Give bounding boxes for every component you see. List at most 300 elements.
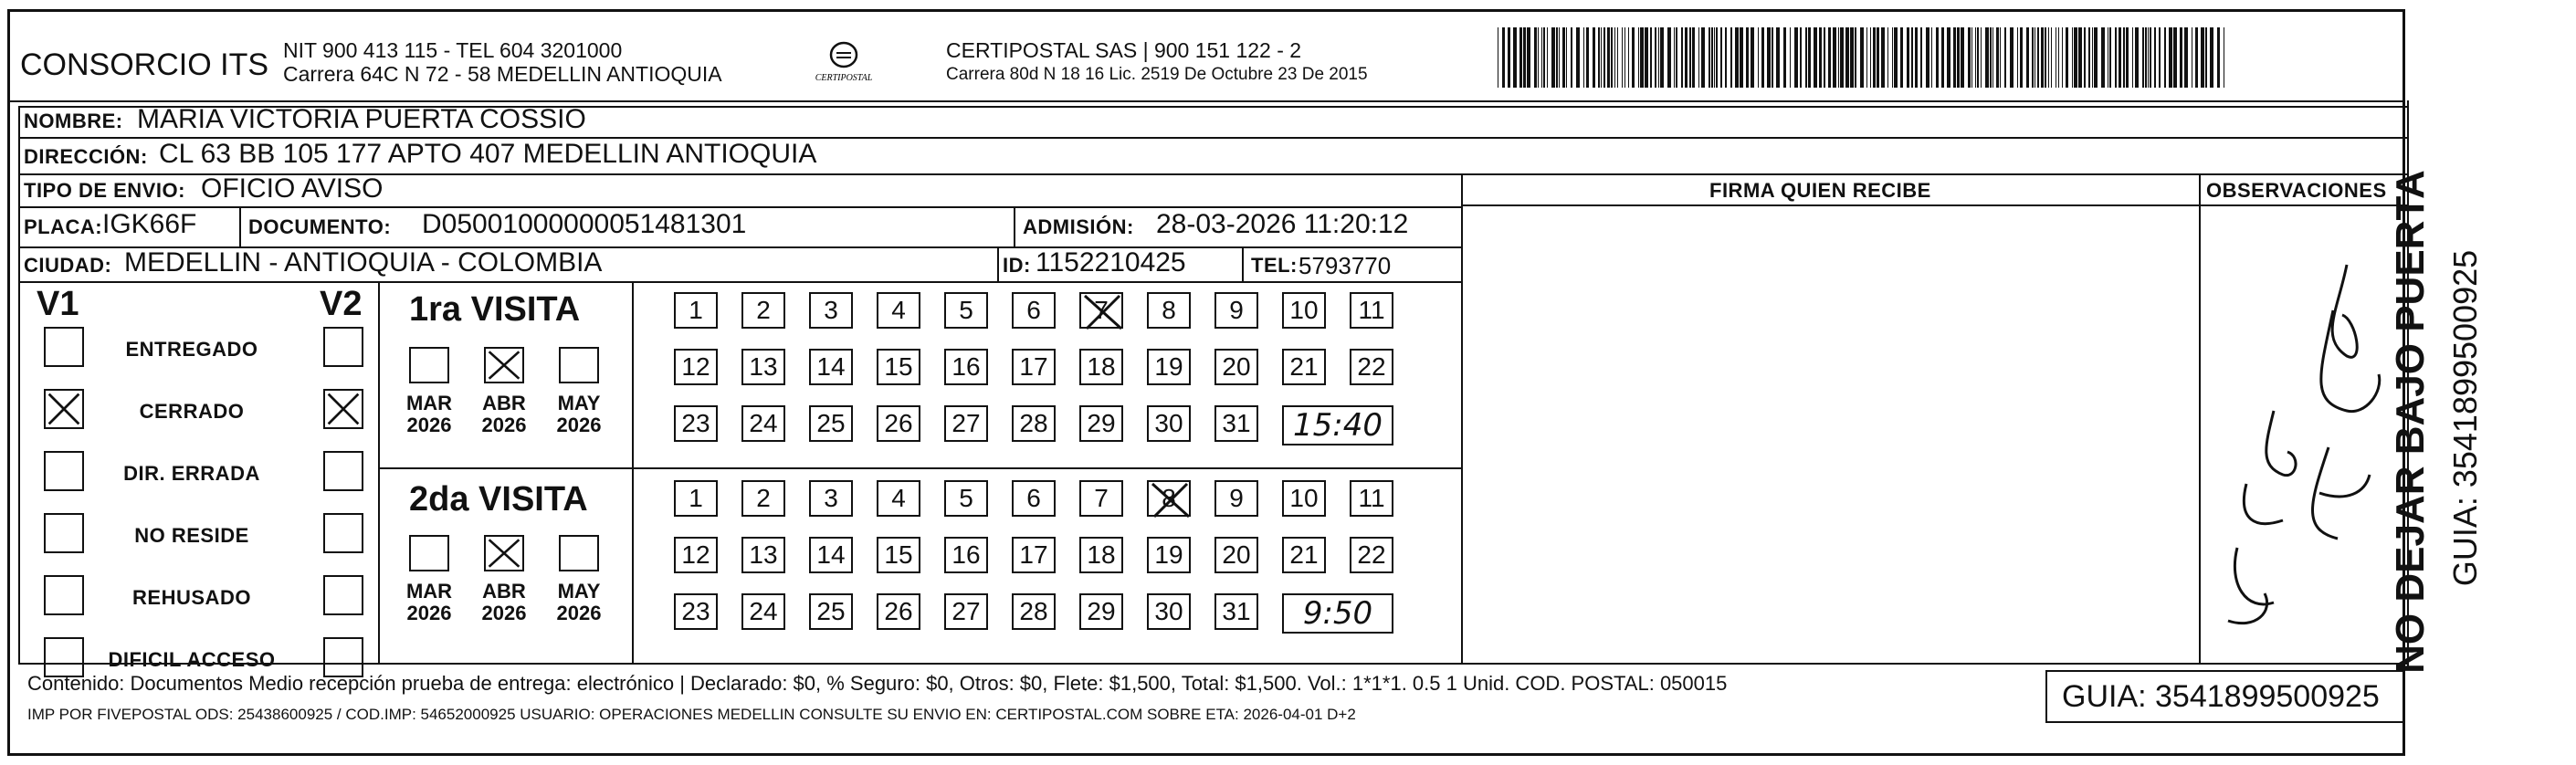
day-box[interactable] bbox=[1214, 405, 1258, 442]
day-box[interactable] bbox=[877, 480, 920, 517]
barcode-bar bbox=[1716, 27, 1718, 88]
day-box[interactable] bbox=[1012, 405, 1056, 442]
month-name: MAY bbox=[557, 392, 601, 414]
barcode-bar bbox=[1746, 27, 1749, 88]
day-box[interactable] bbox=[1214, 593, 1258, 630]
v2-checkbox[interactable] bbox=[323, 451, 363, 491]
barcode-bar bbox=[1725, 27, 1727, 88]
day-number: 16 bbox=[952, 540, 981, 569]
month-year: 2026 bbox=[406, 414, 452, 437]
barcode-bar bbox=[2088, 27, 2090, 88]
barcode-bar bbox=[2173, 27, 2177, 88]
barcode-bar bbox=[1571, 27, 1572, 88]
day-box[interactable] bbox=[674, 292, 718, 329]
barcode-bar bbox=[1992, 27, 1993, 88]
day-number: 13 bbox=[749, 540, 778, 569]
day-box[interactable] bbox=[809, 349, 853, 385]
barcode-bar bbox=[1814, 27, 1817, 88]
nombre-label: NOMBRE: bbox=[24, 110, 123, 132]
barcode-bar bbox=[1556, 27, 1558, 88]
v2-checkbox[interactable] bbox=[323, 575, 363, 615]
divider bbox=[18, 206, 1461, 208]
tel-label: TEL: bbox=[1251, 254, 1298, 277]
day-number: 30 bbox=[1154, 409, 1183, 437]
divider bbox=[7, 100, 2405, 102]
v1-checkbox[interactable] bbox=[44, 389, 84, 429]
month-year: 2026 bbox=[556, 414, 602, 437]
barcode-bar bbox=[2126, 27, 2129, 88]
day-box[interactable] bbox=[877, 349, 920, 385]
day-mark-x bbox=[1079, 292, 1127, 332]
barcode-bar bbox=[1740, 27, 1743, 88]
day-number: 18 bbox=[1087, 540, 1116, 569]
day-box[interactable] bbox=[944, 349, 988, 385]
day-box[interactable] bbox=[1350, 480, 1393, 517]
barcode-bar bbox=[1990, 27, 1992, 88]
imp-line: IMP POR FIVEPOSTAL ODS: 25438600925 / COD.IMP: 54652000925 USUARIO: OPERACIONES MEDELLIN CONSULTE SU ENVIO EN: CERTIPOSTAL.COM SOBRE ETA: 2026-04-01 D+2 bbox=[27, 706, 1356, 723]
day-box[interactable] bbox=[741, 349, 785, 385]
placa-value: IGK66F bbox=[102, 209, 197, 239]
barcode-bar bbox=[1855, 27, 1856, 88]
v1-checkbox[interactable] bbox=[44, 327, 84, 367]
day-number: 7 bbox=[1094, 296, 1109, 324]
day-box[interactable] bbox=[741, 593, 785, 630]
barcode-bar bbox=[2045, 27, 2046, 88]
barcode-bar bbox=[2210, 27, 2213, 88]
barcode-bar bbox=[1776, 27, 1780, 88]
day-number: 14 bbox=[816, 352, 846, 381]
day-box[interactable] bbox=[1079, 480, 1123, 517]
day-number: 1 bbox=[689, 296, 703, 324]
day-number: 21 bbox=[1289, 540, 1319, 569]
day-box[interactable] bbox=[809, 537, 853, 573]
day-number: 3 bbox=[824, 484, 838, 512]
placa-label: PLACA: bbox=[24, 215, 103, 238]
day-number: 12 bbox=[681, 540, 710, 569]
visit-time: 9:50 bbox=[1282, 593, 1393, 634]
barcode-bar bbox=[2084, 27, 2086, 88]
divider bbox=[18, 281, 1461, 283]
day-number: 16 bbox=[952, 352, 981, 381]
divider bbox=[1014, 206, 1015, 246]
month-checkbox[interactable] bbox=[484, 535, 524, 571]
barcode-bar bbox=[1523, 27, 1526, 88]
barcode-bar bbox=[2004, 27, 2006, 88]
barcode-bar bbox=[1947, 27, 1950, 88]
day-box[interactable] bbox=[1214, 292, 1258, 329]
month-label bbox=[397, 393, 461, 436]
day-box[interactable] bbox=[1350, 292, 1393, 329]
barcode-bar bbox=[1527, 27, 1530, 88]
barcode-bar bbox=[1870, 27, 1871, 88]
month-year: 2026 bbox=[481, 414, 527, 437]
barcode-bar bbox=[2092, 27, 2093, 88]
month-label bbox=[472, 581, 536, 624]
day-box[interactable] bbox=[1012, 593, 1056, 630]
day-number: 10 bbox=[1289, 484, 1319, 512]
barcode-bar bbox=[1513, 27, 1517, 88]
guia-box-text: GUIA: 3541899500925 bbox=[2062, 679, 2380, 714]
barcode-bar bbox=[1877, 27, 1879, 88]
day-box[interactable] bbox=[1147, 292, 1191, 329]
day-box[interactable] bbox=[1282, 292, 1326, 329]
barcode-bar bbox=[1650, 27, 1652, 88]
v1-label: V1 bbox=[37, 285, 79, 323]
day-number: 24 bbox=[749, 597, 778, 625]
day-box[interactable] bbox=[1147, 480, 1191, 517]
barcode-bar bbox=[1617, 27, 1618, 88]
barcode-bar bbox=[1941, 27, 1944, 88]
barcode-bar bbox=[2094, 27, 2098, 88]
v2-checkbox[interactable] bbox=[323, 327, 363, 367]
status-label: DIR. ERRADA bbox=[123, 462, 260, 485]
day-number: 15 bbox=[884, 352, 913, 381]
day-number: 26 bbox=[884, 597, 913, 625]
barcode-bar bbox=[2142, 27, 2144, 88]
day-number: 11 bbox=[1358, 484, 1385, 512]
day-number: 29 bbox=[1087, 597, 1116, 625]
day-box[interactable] bbox=[877, 405, 920, 442]
barcode-bar bbox=[2037, 27, 2039, 88]
barcode-bar bbox=[2066, 27, 2068, 88]
day-box[interactable] bbox=[1012, 480, 1056, 517]
day-box[interactable] bbox=[809, 593, 853, 630]
day-number: 7 bbox=[1094, 484, 1109, 512]
status-label: CERRADO bbox=[139, 400, 245, 423]
barcode-bar bbox=[1767, 27, 1771, 88]
barcode-bar bbox=[1667, 27, 1671, 88]
barcode-bar bbox=[1674, 27, 1675, 88]
barcode-bar bbox=[1508, 27, 1510, 88]
barcode-bar bbox=[1894, 27, 1898, 88]
barcode-bar bbox=[1598, 27, 1600, 88]
barcode-bar bbox=[1860, 27, 1864, 88]
barcode-bar bbox=[1541, 27, 1542, 88]
day-box[interactable] bbox=[1147, 593, 1191, 630]
month-year: 2026 bbox=[481, 602, 527, 625]
month-checkbox[interactable] bbox=[559, 347, 599, 383]
day-box[interactable] bbox=[1350, 349, 1393, 385]
divider bbox=[378, 281, 380, 663]
barcode-bar bbox=[1892, 27, 1893, 88]
barcode-bar bbox=[1758, 27, 1759, 88]
day-number: 22 bbox=[1357, 352, 1386, 381]
month-year: 2026 bbox=[406, 602, 452, 625]
day-box[interactable] bbox=[674, 349, 718, 385]
divider bbox=[632, 281, 634, 663]
barcode-bar bbox=[1681, 27, 1683, 88]
barcode-bar bbox=[1714, 27, 1715, 88]
barcode-bar bbox=[1866, 27, 1867, 88]
nit-line: NIT 900 413 115 - TEL 604 3201000 bbox=[283, 38, 623, 62]
day-box[interactable] bbox=[1282, 349, 1326, 385]
day-number: 6 bbox=[1026, 484, 1041, 512]
day-box[interactable] bbox=[1147, 537, 1191, 573]
barcode-bar bbox=[2150, 27, 2151, 88]
day-box[interactable] bbox=[741, 292, 785, 329]
barcode-bar bbox=[1996, 27, 1999, 88]
day-box[interactable] bbox=[1012, 537, 1056, 573]
barcode-bar bbox=[2032, 27, 2034, 88]
day-box[interactable] bbox=[944, 593, 988, 630]
divider bbox=[378, 467, 1461, 469]
day-number: 30 bbox=[1154, 597, 1183, 625]
status-label: NO RESIDE bbox=[134, 524, 249, 547]
tel-value: 5793770 bbox=[1299, 252, 1392, 279]
barcode-bar bbox=[1915, 27, 1918, 88]
barcode-bar bbox=[1881, 27, 1885, 88]
day-number: 31 bbox=[1222, 409, 1251, 437]
day-box[interactable] bbox=[741, 480, 785, 517]
barcode-bar bbox=[2074, 27, 2077, 88]
barcode-bar bbox=[1838, 27, 1839, 88]
visit1-title: 1ra VISITA bbox=[409, 290, 581, 329]
barcode-bar bbox=[1586, 27, 1589, 88]
barcode-bar bbox=[1562, 27, 1565, 88]
barcode-bar bbox=[2026, 27, 2029, 88]
v1-checkbox[interactable] bbox=[44, 575, 84, 615]
day-box[interactable] bbox=[1147, 349, 1191, 385]
day-box[interactable] bbox=[944, 405, 988, 442]
day-box[interactable] bbox=[1079, 537, 1123, 573]
barcode-bar bbox=[1559, 27, 1560, 88]
visit-time: 15:40 bbox=[1282, 405, 1393, 445]
ciudad-value: MEDELLIN - ANTIOQUIA - COLOMBIA bbox=[124, 247, 603, 278]
day-number: 25 bbox=[816, 597, 846, 625]
barcode-bar bbox=[1628, 27, 1629, 88]
tipo-label: TIPO DE ENVIO: bbox=[24, 179, 185, 202]
certipostal-logo bbox=[807, 37, 880, 91]
status-label: DIFICIL ACCESO bbox=[108, 648, 276, 671]
day-mark-x bbox=[1147, 480, 1194, 520]
day-box[interactable] bbox=[1214, 480, 1258, 517]
day-box[interactable] bbox=[1079, 405, 1123, 442]
barcode-bar bbox=[1783, 27, 1786, 88]
barcode-bar bbox=[2135, 27, 2139, 88]
certipostal-line1: CERTIPOSTAL SAS | 900 151 122 - 2 bbox=[946, 38, 1302, 62]
barcode-bar bbox=[1873, 27, 1876, 88]
day-number: 8 bbox=[1162, 484, 1176, 512]
day-number: 15 bbox=[884, 540, 913, 569]
day-box[interactable] bbox=[1214, 349, 1258, 385]
barcode-bar bbox=[1709, 27, 1710, 88]
month-checkbox[interactable] bbox=[559, 535, 599, 571]
day-box[interactable] bbox=[809, 480, 853, 517]
month-label bbox=[547, 393, 611, 436]
firma-header: FIRMA QUIEN RECIBE bbox=[1709, 179, 1931, 202]
barcode-bar bbox=[1850, 27, 1854, 88]
barcode-bar bbox=[1551, 27, 1555, 88]
barcode-bar bbox=[1977, 27, 1979, 88]
day-box[interactable] bbox=[1079, 593, 1123, 630]
month-label bbox=[397, 581, 461, 624]
barcode-bar bbox=[2101, 27, 2105, 88]
day-box[interactable] bbox=[944, 292, 988, 329]
day-number: 24 bbox=[749, 409, 778, 437]
day-number: 5 bbox=[959, 296, 973, 324]
day-number: 9 bbox=[1229, 484, 1244, 512]
day-number: 27 bbox=[952, 409, 981, 437]
barcode-bar bbox=[2169, 27, 2172, 88]
day-box[interactable] bbox=[1079, 292, 1123, 329]
admision-label: ADMISIÓN: bbox=[1023, 215, 1134, 238]
barcode-bar bbox=[1887, 27, 1888, 88]
day-number: 18 bbox=[1087, 352, 1116, 381]
day-box[interactable] bbox=[674, 480, 718, 517]
day-box[interactable] bbox=[674, 405, 718, 442]
side-guia: GUIA: 3541899500925 bbox=[2446, 249, 2484, 587]
day-number: 21 bbox=[1289, 352, 1319, 381]
barcode-bar bbox=[1519, 27, 1522, 88]
divider bbox=[2199, 173, 2201, 663]
day-box[interactable] bbox=[741, 405, 785, 442]
day-box[interactable] bbox=[1282, 537, 1326, 573]
day-box[interactable] bbox=[1079, 349, 1123, 385]
day-box[interactable] bbox=[1012, 292, 1056, 329]
day-number: 19 bbox=[1154, 352, 1183, 381]
company-name: CONSORCIO ITS bbox=[20, 47, 269, 82]
barcode-bar bbox=[1685, 27, 1688, 88]
barcode-bar bbox=[1711, 27, 1713, 88]
day-number: 26 bbox=[884, 409, 913, 437]
day-box[interactable] bbox=[674, 537, 718, 573]
day-box[interactable] bbox=[1147, 405, 1191, 442]
barcode-bar bbox=[1794, 27, 1798, 88]
observaciones-header: OBSERVACIONES bbox=[2206, 179, 2387, 202]
month-checkbox[interactable] bbox=[409, 535, 449, 571]
barcode-bar bbox=[1761, 27, 1764, 88]
logo-text: CERTIPOSTAL bbox=[815, 73, 873, 83]
barcode-bar bbox=[2017, 27, 2018, 88]
v2-checkbox[interactable] bbox=[323, 389, 363, 429]
barcode-bar bbox=[1735, 27, 1739, 88]
day-box[interactable] bbox=[1282, 480, 1326, 517]
month-label bbox=[472, 393, 536, 436]
certipostal-line2: Carrera 80d N 18 16 Lic. 2519 De Octubre 23 De 2015 bbox=[946, 65, 1368, 84]
v1-checkbox[interactable] bbox=[44, 451, 84, 491]
day-number: 9 bbox=[1229, 296, 1244, 324]
barcode-bar bbox=[1790, 27, 1791, 88]
month-name: MAR bbox=[405, 580, 453, 603]
barcode-bar bbox=[1622, 27, 1623, 88]
day-number: 22 bbox=[1357, 540, 1386, 569]
barcode-bar bbox=[2164, 27, 2166, 88]
barcode bbox=[1498, 27, 2228, 88]
handwritten-signature bbox=[2210, 228, 2402, 657]
day-number: 2 bbox=[756, 296, 771, 324]
barcode-bar bbox=[1805, 27, 1807, 88]
barcode-bar bbox=[1845, 27, 1849, 88]
day-number: 4 bbox=[891, 484, 906, 512]
barcode-bar bbox=[1968, 27, 1971, 88]
day-number: 8 bbox=[1162, 296, 1176, 324]
divider bbox=[18, 106, 20, 663]
barcode-bar bbox=[2041, 27, 2044, 88]
barcode-bar bbox=[2062, 27, 2063, 88]
barcode-bar bbox=[2145, 27, 2147, 88]
barcode-bar bbox=[1730, 27, 1732, 88]
admision-value: 28-03-2026 11:20:12 bbox=[1156, 209, 1409, 239]
divider bbox=[239, 206, 241, 246]
day-box[interactable] bbox=[1012, 349, 1056, 385]
divider bbox=[1461, 204, 2407, 206]
day-box[interactable] bbox=[674, 593, 718, 630]
barcode-bar bbox=[2180, 27, 2182, 88]
barcode-bar bbox=[1833, 27, 1836, 88]
barcode-bar bbox=[1601, 27, 1602, 88]
barcode-bar bbox=[2154, 27, 2156, 88]
day-number: 27 bbox=[952, 597, 981, 625]
barcode-bar bbox=[1953, 27, 1956, 88]
barcode-bar bbox=[1957, 27, 1960, 88]
day-number: 23 bbox=[681, 409, 710, 437]
barcode-bar bbox=[1720, 27, 1722, 88]
v2-checkbox[interactable] bbox=[323, 513, 363, 553]
day-number: 2 bbox=[756, 484, 771, 512]
day-number: 25 bbox=[816, 409, 846, 437]
barcode-bar bbox=[2217, 27, 2220, 88]
day-box[interactable] bbox=[809, 405, 853, 442]
day-number: 14 bbox=[816, 540, 846, 569]
direccion-value: CL 63 BB 105 177 APTO 407 MEDELLIN ANTIOQUIA bbox=[159, 139, 817, 169]
day-box[interactable] bbox=[877, 593, 920, 630]
month-checkbox[interactable] bbox=[409, 347, 449, 383]
divider bbox=[997, 246, 999, 281]
day-number: 3 bbox=[824, 296, 838, 324]
day-box[interactable] bbox=[1214, 537, 1258, 573]
status-label: REHUSADO bbox=[132, 586, 251, 609]
status-label: ENTREGADO bbox=[125, 338, 258, 361]
direccion-label: DIRECCIÓN: bbox=[24, 145, 148, 168]
day-number: 12 bbox=[681, 352, 710, 381]
day-number: 19 bbox=[1154, 540, 1183, 569]
day-number: 23 bbox=[681, 597, 710, 625]
day-number: 13 bbox=[749, 352, 778, 381]
day-box[interactable] bbox=[1350, 537, 1393, 573]
barcode-bar bbox=[2058, 27, 2059, 88]
v1-checkbox[interactable] bbox=[44, 513, 84, 553]
day-box[interactable] bbox=[877, 537, 920, 573]
day-box[interactable] bbox=[877, 292, 920, 329]
day-number: 31 bbox=[1222, 597, 1251, 625]
barcode-bar bbox=[1985, 27, 1989, 88]
barcode-bar bbox=[1689, 27, 1691, 88]
barcode-bar bbox=[2010, 27, 2013, 88]
barcode-bar bbox=[2020, 27, 2023, 88]
day-box[interactable] bbox=[741, 537, 785, 573]
day-number: 5 bbox=[959, 484, 973, 512]
barcode-bar bbox=[2119, 27, 2121, 88]
divider bbox=[1461, 173, 1463, 663]
barcode-bar bbox=[1566, 27, 1567, 88]
barcode-bar bbox=[1911, 27, 1913, 88]
barcode-bar bbox=[2072, 27, 2073, 88]
day-box[interactable] bbox=[944, 480, 988, 517]
barcode-bar bbox=[2051, 27, 2052, 88]
month-checkbox[interactable] bbox=[484, 347, 524, 383]
barcode-bar bbox=[1611, 27, 1613, 88]
divider bbox=[1242, 246, 1244, 281]
divider bbox=[18, 663, 2407, 665]
barcode-bar bbox=[2195, 27, 2198, 88]
barcode-bar bbox=[1907, 27, 1909, 88]
day-box[interactable] bbox=[809, 292, 853, 329]
day-box[interactable] bbox=[944, 537, 988, 573]
barcode-bar bbox=[1926, 27, 1929, 88]
contenido-line: Contenido: Documentos Medio recepción prueba de entrega: electrónico | Declarado: $0, % Seguro: $0, Otros: $0, Flete: $1,500, Total: $1,500. Vol.: 1*1*1. 0.5 1 Unid. COD. POSTAL: 050015 bbox=[27, 672, 1728, 695]
month-name: ABR bbox=[482, 580, 526, 603]
barcode-bar bbox=[1655, 27, 1656, 88]
